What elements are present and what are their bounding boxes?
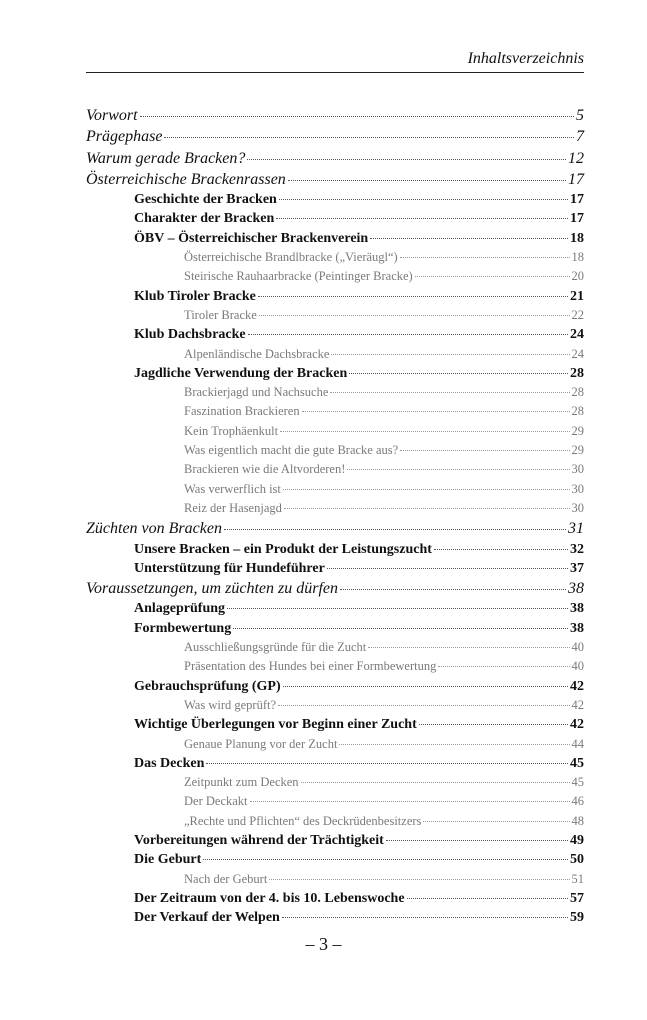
toc-entry [86,229,584,248]
toc-entry-title: Österreichische Brandlbracke („Vieräugl“) [184,250,398,265]
dot-leader [419,724,568,725]
toc-entry [86,638,584,657]
toc-entry [86,715,584,734]
dot-leader [340,589,566,590]
toc-entry [86,460,584,479]
toc-entry-page: 30 [571,462,584,477]
dot-leader [301,782,570,783]
dot-leader [227,608,568,609]
toc-entry-title: ÖBV – Österreichischer Brackenverein [134,230,369,246]
toc-entry [86,499,584,518]
toc-entry-title: Klub Dachsbracke [134,327,246,343]
dot-leader [327,568,568,569]
dot-leader [247,159,566,160]
table-of-contents [86,105,584,927]
toc-entry [86,578,584,599]
toc-entry [86,209,584,228]
toc-entry [86,559,584,578]
toc-entry-title: Reiz der Hasenjagd [184,500,282,515]
toc-entry-title: Warum gerade Bracken? [86,149,246,167]
dot-leader [284,508,570,509]
dot-leader [423,821,569,822]
toc-entry-title: Brackieren wie die Altvorderen! [184,462,346,477]
toc-entry [86,422,584,441]
dot-leader [438,666,569,667]
toc-entry-page: 49 [570,832,584,848]
toc-entry-title: Züchten von Bracken [86,520,222,538]
toc-entry-title: Brackierjagd und Nachsuche [184,385,329,400]
toc-entry-page: 46 [571,794,584,809]
toc-entry-page: 38 [570,601,584,617]
toc-entry [86,126,584,147]
toc-entry [86,248,584,267]
dot-leader [349,373,568,374]
toc-entry-title: Geschichte der Bracken [134,192,277,208]
dot-leader [434,549,568,550]
toc-entry-title: Präsentation des Hundes bei einer Formbewertung [184,659,437,674]
dot-leader [259,315,570,316]
toc-entry [86,889,584,908]
toc-entry [86,190,584,209]
toc-entry-title: Österreichische Brackenrassen [86,170,286,188]
dot-leader [258,296,568,297]
toc-entry-page: 17 [570,211,584,227]
toc-entry-page: 40 [571,640,584,655]
toc-entry-page: 21 [570,288,584,304]
toc-entry-page: 17 [570,192,584,208]
toc-entry-page: 32 [570,541,584,557]
dot-leader [278,705,569,706]
toc-entry-title: Was eigentlich macht die gute Bracke aus? [184,443,399,458]
toc-entry [86,383,584,402]
dot-leader [339,744,569,745]
toc-entry [86,105,584,126]
toc-entry-title: Jagdliche Verwendung der Bracken [134,365,348,381]
toc-entry-title: Nach der Geburt [184,871,268,886]
toc-entry-title: Klub Tiroler Bracke [134,288,256,304]
toc-entry [86,792,584,811]
toc-entry-title: Faszination Brackieren [184,404,300,419]
toc-entry-title: Vorwort [86,107,138,124]
toc-entry [86,696,584,715]
toc-entry-page: 17 [568,170,584,188]
page-number: – 3 – [305,934,342,954]
toc-entry-title: Tiroler Bracke [184,307,257,322]
toc-entry [86,908,584,927]
toc-entry [86,169,584,190]
toc-entry-page: 29 [571,443,584,458]
toc-entry-page: 57 [570,890,584,906]
toc-entry [86,619,584,638]
toc-entry-page: 28 [571,385,584,400]
toc-entry-page: 45 [571,775,584,790]
toc-entry-title: Der Verkauf der Welpen [134,910,280,926]
toc-entry-title: Der Zeitraum von der 4. bis 10. Lebenswoche [134,890,405,906]
toc-entry-title: Der Deckakt [184,794,248,809]
toc-entry-title: Die Geburt [134,852,202,868]
toc-entry [86,599,584,618]
toc-entry [86,540,584,559]
dot-leader [302,411,570,412]
toc-entry-page: 30 [571,500,584,515]
dot-leader [283,489,570,490]
dot-leader [279,199,568,200]
toc-entry-title: Unsere Bracken – ein Produkt der Leistungszucht [134,541,432,557]
toc-entry [86,287,584,306]
dot-leader [407,898,568,899]
toc-entry-page: 44 [571,736,584,751]
toc-entry-title: Zeitpunkt zum Decken [184,775,299,790]
toc-entry-title: Was wird geprüft? [184,697,277,712]
toc-entry-page: 28 [571,404,584,419]
toc-entry-page: 40 [571,659,584,674]
toc-entry-title: Gebrauchsprüfung (GP) [134,678,281,694]
toc-entry-page: 42 [570,678,584,694]
toc-entry-title: Vorbereitungen während der Trächtigkeit [134,832,384,848]
toc-entry-title: Charakter der Bracken [134,211,275,227]
toc-entry-page: 7 [576,128,584,146]
toc-entry [86,364,584,383]
dot-leader [370,238,568,239]
toc-entry-page: 24 [571,346,584,361]
dot-leader [140,116,574,117]
dot-leader [400,450,569,451]
dot-leader [233,628,568,629]
toc-entry [86,831,584,850]
dot-leader [250,801,570,802]
toc-entry [86,441,584,460]
toc-entry-page: 29 [571,423,584,438]
toc-entry-page: 18 [571,250,584,265]
toc-entry-title: Kein Trophäenkult [184,423,279,438]
toc-entry-title: Anlageprüfung [134,601,226,617]
toc-entry-title: Das Decken [134,755,205,771]
toc-entry-title: Formbewertung [134,620,232,636]
toc-entry-page: 38 [568,580,584,598]
toc-entry-title: „Rechte und Pflichten“ des Deckrüdenbesitzers [184,813,422,828]
dot-leader [206,763,568,764]
toc-entry-page: 42 [570,717,584,733]
dot-leader [368,647,569,648]
running-header: Inhaltsverzeichnis [467,50,584,67]
toc-entry [86,267,584,286]
toc-entry-page: 12 [568,149,584,167]
toc-entry-page: 38 [570,620,584,636]
toc-entry-page: 20 [571,269,584,284]
toc-entry [86,148,584,169]
dot-leader [203,859,568,860]
toc-entry-page: 5 [576,107,584,124]
dot-leader [415,276,570,277]
toc-entry-page: 48 [571,813,584,828]
toc-entry [86,657,584,676]
dot-leader [164,137,574,138]
toc-entry-page: 45 [570,755,584,771]
toc-entry-page: 59 [570,910,584,926]
toc-entry [86,812,584,831]
dot-leader [288,180,566,181]
toc-entry-title: Steirische Rauhaarbracke (Peintinger Bracke) [184,269,413,284]
dot-leader [331,354,569,355]
toc-entry-title: Unterstützung für Hundeführer [134,560,325,576]
toc-entry-page: 31 [568,520,584,538]
toc-entry-title: Wichtige Überlegungen vor Beginn einer Zucht [134,717,417,733]
dot-leader [330,392,569,393]
toc-entry-title: Voraussetzungen, um züchten zu dürfen [86,580,338,598]
toc-entry-page: 28 [570,365,584,381]
toc-entry [86,325,584,344]
toc-entry-title: Genaue Planung vor der Zucht [184,736,338,751]
dot-leader [347,469,569,470]
toc-entry [86,870,584,889]
toc-entry [86,735,584,754]
dot-leader [276,218,568,219]
toc-entry [86,773,584,792]
toc-entry-title: Alpenländische Dachsbracke [184,346,330,361]
toc-entry-page: 51 [571,871,584,886]
toc-entry-page: 30 [571,481,584,496]
dot-leader [269,879,569,880]
toc-entry-page: 24 [570,327,584,343]
toc-entry [86,850,584,869]
dot-leader [280,431,569,432]
header-rule [86,72,584,73]
toc-entry [86,677,584,696]
toc-entry-title: Prägephase [86,128,163,146]
toc-entry-title: Ausschließungsgründe für die Zucht [184,640,367,655]
toc-entry [86,480,584,499]
dot-leader [224,529,566,530]
toc-entry-page: 18 [570,230,584,246]
dot-leader [400,257,570,258]
toc-entry-page: 37 [570,560,584,576]
toc-entry [86,402,584,421]
toc-entry [86,518,584,539]
toc-entry-title: Was verwerflich ist [184,481,281,496]
dot-leader [248,334,568,335]
dot-leader [386,840,568,841]
toc-entry [86,754,584,773]
toc-entry-page: 22 [571,307,584,322]
dot-leader [283,686,568,687]
toc-entry-page: 42 [571,697,584,712]
toc-entry [86,306,584,325]
toc-entry [86,345,584,364]
dot-leader [282,917,568,918]
toc-entry-page: 50 [570,852,584,868]
